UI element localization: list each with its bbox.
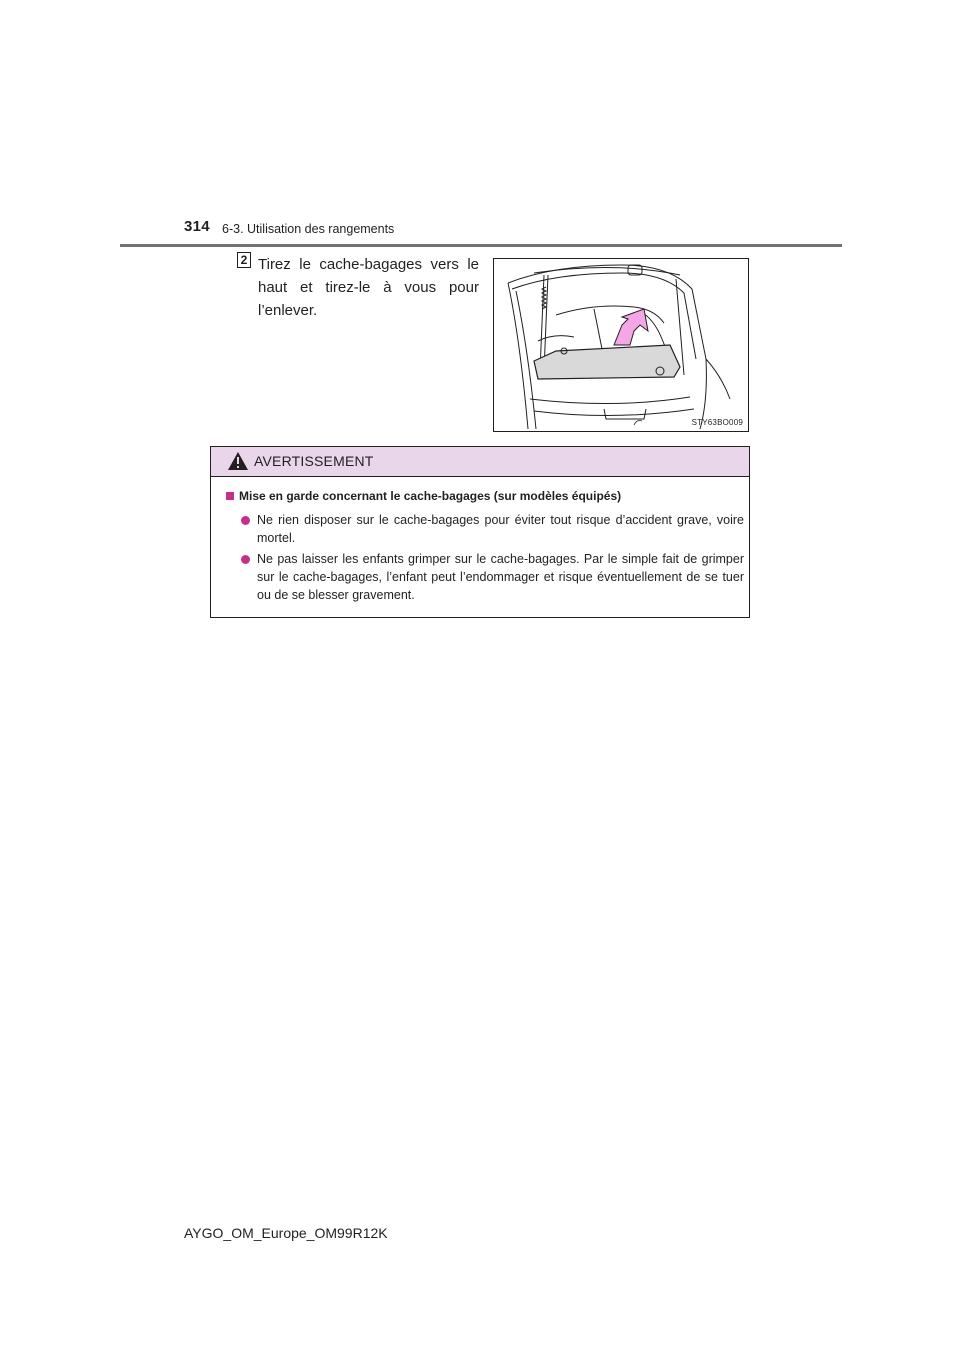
cargo-cover-illustration — [493, 258, 749, 432]
page-number: 314 — [184, 218, 210, 235]
warning-box — [210, 446, 750, 618]
header-rule — [120, 244, 842, 247]
footer-model-code: AYGO_OM_Europe_OM99R12K — [184, 1225, 388, 1241]
step-number-badge: 2 — [237, 252, 251, 268]
warning-item — [241, 511, 744, 547]
warning-heading-text: Mise en garde concernant le cache-bagages (sur modèles équipés) — [239, 489, 622, 503]
lift-arrow — [614, 309, 648, 345]
warning-item-text: Ne rien disposer sur le cache-bagages pour éviter tout risque d’accident grave, voire mortel. — [257, 513, 744, 545]
trunk-drawing — [494, 259, 748, 431]
round-bullet-icon — [241, 555, 250, 564]
warning-item — [241, 550, 744, 604]
warning-item-text: Ne pas laisser les enfants grimper sur le cache-bagages. Par le simple fait de grimper sur le cache-bagages, l’enfant peut l’endommager et risque éventuellement de se tuer ou de se blesser gravement. — [257, 552, 744, 602]
section-title: 6-3. Utilisation des rangements — [222, 222, 395, 236]
warning-heading — [226, 489, 621, 503]
round-bullet-icon — [241, 516, 250, 525]
warning-header — [211, 447, 749, 477]
figure-code: STY63BO009 — [691, 418, 743, 427]
warning-triangle-icon — [228, 452, 248, 470]
warning-title: AVERTISSEMENT — [254, 453, 374, 469]
step-instruction: Tirez le cache-bagages vers le haut et tirez-le à vous pour l’enlever. — [258, 256, 479, 319]
square-bullet-icon — [226, 492, 234, 500]
